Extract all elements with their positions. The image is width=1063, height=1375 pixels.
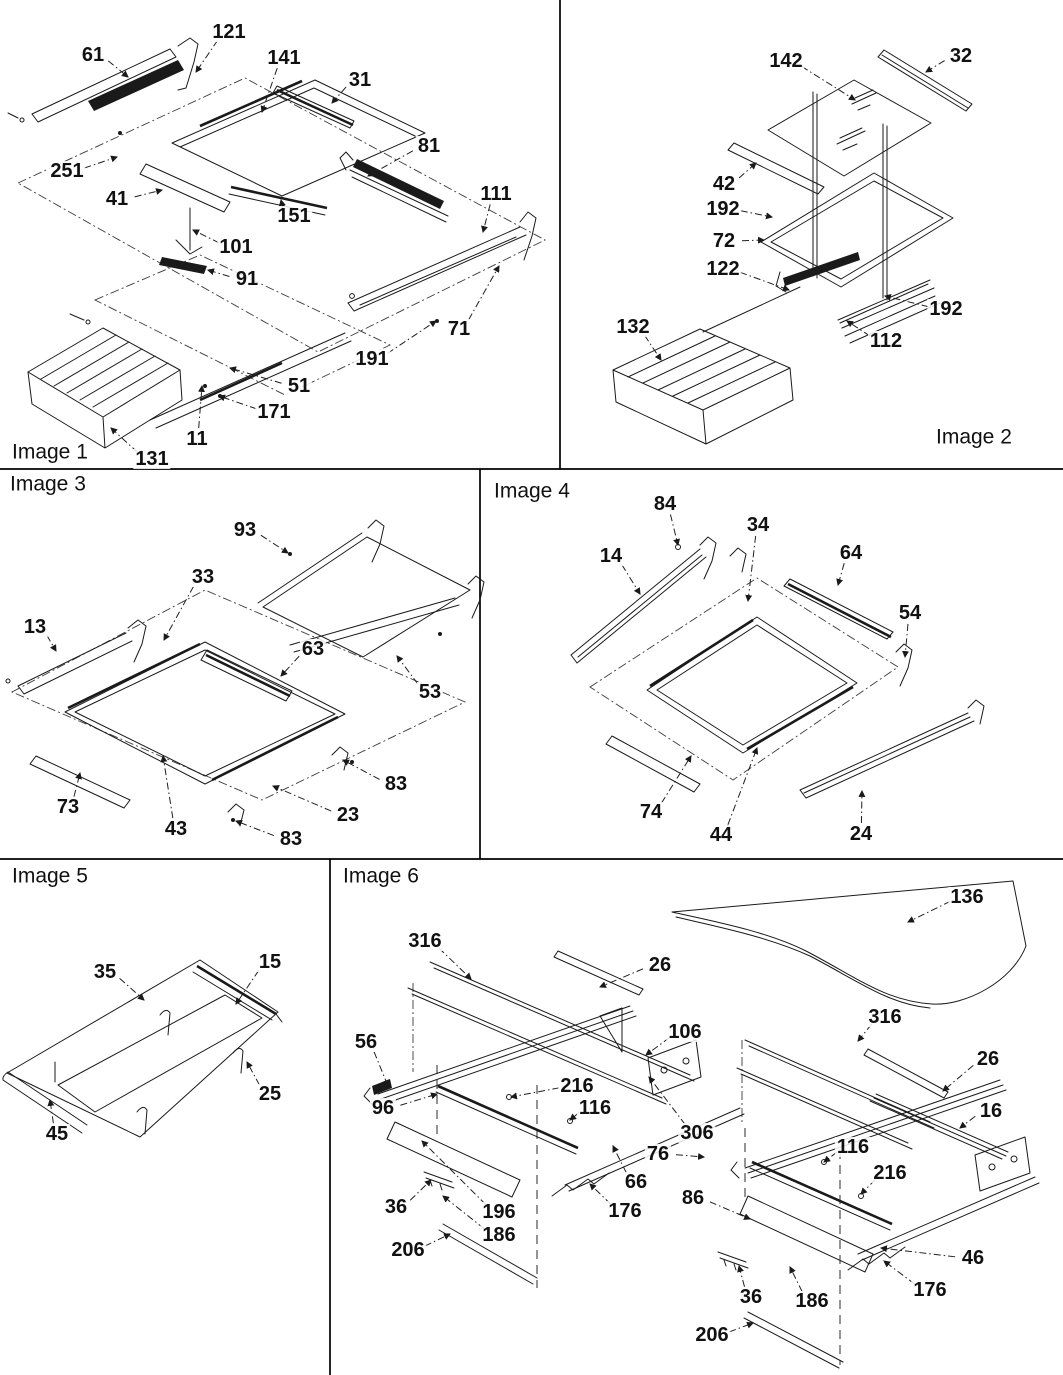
leader-line-121 [196,40,218,72]
part-number-56: 56 [354,1031,378,1053]
part-number-186: 186 [795,1290,829,1312]
leader-line-96 [400,1094,437,1105]
leader-line-93 [261,535,288,553]
part-number-71: 71 [447,318,471,340]
leader-line-192 [741,211,772,217]
part-number-72: 72 [712,230,736,252]
part-number-26: 26 [648,954,672,976]
part-number-54: 54 [898,602,922,624]
part-number-191: 191 [355,348,389,370]
leader-line-122 [740,272,789,290]
leader-line-23 [273,786,331,811]
leader-line-71 [469,266,499,320]
leader-line-72 [742,240,764,241]
image-2-drawing [613,50,972,444]
leader-line-54 [905,624,908,657]
part-number-101: 101 [219,236,253,258]
part-number-96: 96 [371,1097,395,1119]
part-number-43: 43 [164,818,188,840]
image-5-drawing [3,960,282,1137]
leader-line-191 [387,321,436,353]
part-number-186: 186 [482,1224,516,1246]
leader-line-136 [908,901,950,922]
leader-line-24 [861,791,862,823]
part-number-13: 13 [23,616,47,638]
leader-line-14 [622,565,640,594]
part-number-16: 16 [979,1100,1003,1122]
part-number-23: 23 [336,804,360,826]
part-number-51: 51 [287,375,311,397]
leader-line-111 [483,204,490,232]
leader-line-206 [425,1234,450,1246]
part-number-176: 176 [913,1279,947,1301]
leader-line-186 [443,1196,484,1229]
part-number-31: 31 [348,69,372,91]
leader-line-64 [838,563,844,585]
leader-line-216 [511,1088,559,1097]
part-number-106: 106 [668,1021,702,1043]
leader-line-16 [960,1116,975,1128]
part-number-216: 216 [873,1162,907,1184]
part-number-24: 24 [849,823,873,845]
part-number-132: 132 [616,316,650,338]
leader-line-25 [247,1062,259,1085]
part-number-142: 142 [769,50,803,72]
part-number-84: 84 [653,493,677,515]
part-number-306: 306 [680,1122,714,1144]
part-number-316: 316 [868,1006,902,1028]
part-number-46: 46 [961,1247,985,1269]
part-number-64: 64 [839,542,863,564]
leader-line-63 [281,656,299,676]
panel-title-image-3: Image 3 [10,472,86,496]
part-number-11: 11 [186,428,208,450]
part-number-112: 112 [869,330,903,352]
part-number-121: 121 [212,21,246,43]
part-number-36: 36 [384,1196,408,1218]
part-number-216: 216 [560,1075,594,1097]
part-number-45: 45 [45,1123,69,1145]
part-number-86: 86 [681,1187,705,1209]
part-number-42: 42 [712,173,736,195]
leader-line-34 [748,536,756,601]
leader-line-101 [193,230,219,243]
part-number-26: 26 [976,1048,1000,1070]
part-number-63: 63 [301,638,325,660]
image-4-drawing [571,537,984,798]
panel-title-image-2: Image 2 [936,425,1012,449]
panel-title-image-6: Image 6 [343,864,419,888]
part-number-34: 34 [746,514,770,536]
leader-line-41 [135,190,162,197]
leader-line-83 [236,821,274,836]
part-number-116: 116 [578,1097,612,1119]
leader-line-61 [108,61,128,77]
part-number-206: 206 [391,1239,425,1261]
leader-line-44 [728,748,757,825]
part-number-131: 131 [135,448,169,470]
leader-line-26 [600,969,643,987]
leader-line-35 [120,978,144,1000]
part-number-66: 66 [624,1171,648,1193]
leader-line-36 [410,1180,431,1200]
part-number-33: 33 [191,566,215,588]
part-number-111: 111 [480,183,512,205]
panel-title-image-1: Image 1 [12,440,88,464]
part-number-76: 76 [646,1143,670,1165]
leader-line-251 [84,157,117,168]
leader-line-76 [676,1155,704,1157]
part-number-35: 35 [93,961,117,983]
leader-line-83 [343,760,380,779]
part-number-36: 36 [739,1286,763,1308]
panel-title-image-4: Image 4 [494,479,570,503]
leader-line-11 [199,386,202,428]
part-number-25: 25 [258,1083,282,1105]
leader-line-42 [739,163,756,178]
part-number-206: 206 [695,1324,729,1346]
leader-line-56 [374,1052,388,1086]
leader-line-74 [661,756,691,803]
leader-line-91 [208,270,229,277]
part-number-192: 192 [929,298,963,320]
part-number-192: 192 [706,198,740,220]
image-1-drawing [8,38,545,448]
part-number-151: 151 [277,205,311,227]
part-number-14: 14 [599,545,623,567]
part-number-141: 141 [267,47,301,69]
part-number-53: 53 [418,681,442,703]
part-number-73: 73 [56,796,80,818]
part-number-83: 83 [384,773,408,795]
leader-line-32 [926,61,945,72]
panel-title-image-5: Image 5 [12,864,88,888]
part-number-74: 74 [639,801,663,823]
part-number-176: 176 [608,1200,642,1222]
part-number-251: 251 [50,160,84,182]
part-number-93: 93 [233,519,257,541]
leader-line-13 [47,635,56,651]
leader-line-53 [397,656,418,684]
part-number-116: 116 [836,1136,870,1158]
leader-line-171 [219,396,257,409]
part-number-136: 136 [950,886,984,908]
part-number-61: 61 [81,44,105,66]
leader-line-33 [164,586,194,640]
leader-line-176 [884,1261,915,1284]
leader-line-46 [881,1248,955,1257]
leader-line-206 [729,1323,753,1332]
part-number-171: 171 [257,401,291,423]
leader-line-132 [645,335,661,360]
leader-line-196 [422,1141,486,1205]
part-number-32: 32 [949,45,973,67]
part-number-81: 81 [417,135,441,157]
part-number-316: 316 [408,930,442,952]
leader-line-36 [739,1266,745,1287]
part-number-196: 196 [482,1201,516,1223]
part-number-15: 15 [258,951,282,973]
leader-line-316 [439,948,471,979]
part-number-83: 83 [279,828,303,850]
leader-line-306 [649,1077,685,1125]
part-number-91: 91 [235,268,259,290]
leader-line-15 [236,971,259,1004]
leader-line-186 [790,1267,802,1292]
part-number-41: 41 [105,188,129,210]
leader-line-26 [943,1065,973,1091]
part-number-44: 44 [709,824,733,846]
part-number-122: 122 [706,258,740,280]
leader-line-84 [670,514,678,545]
